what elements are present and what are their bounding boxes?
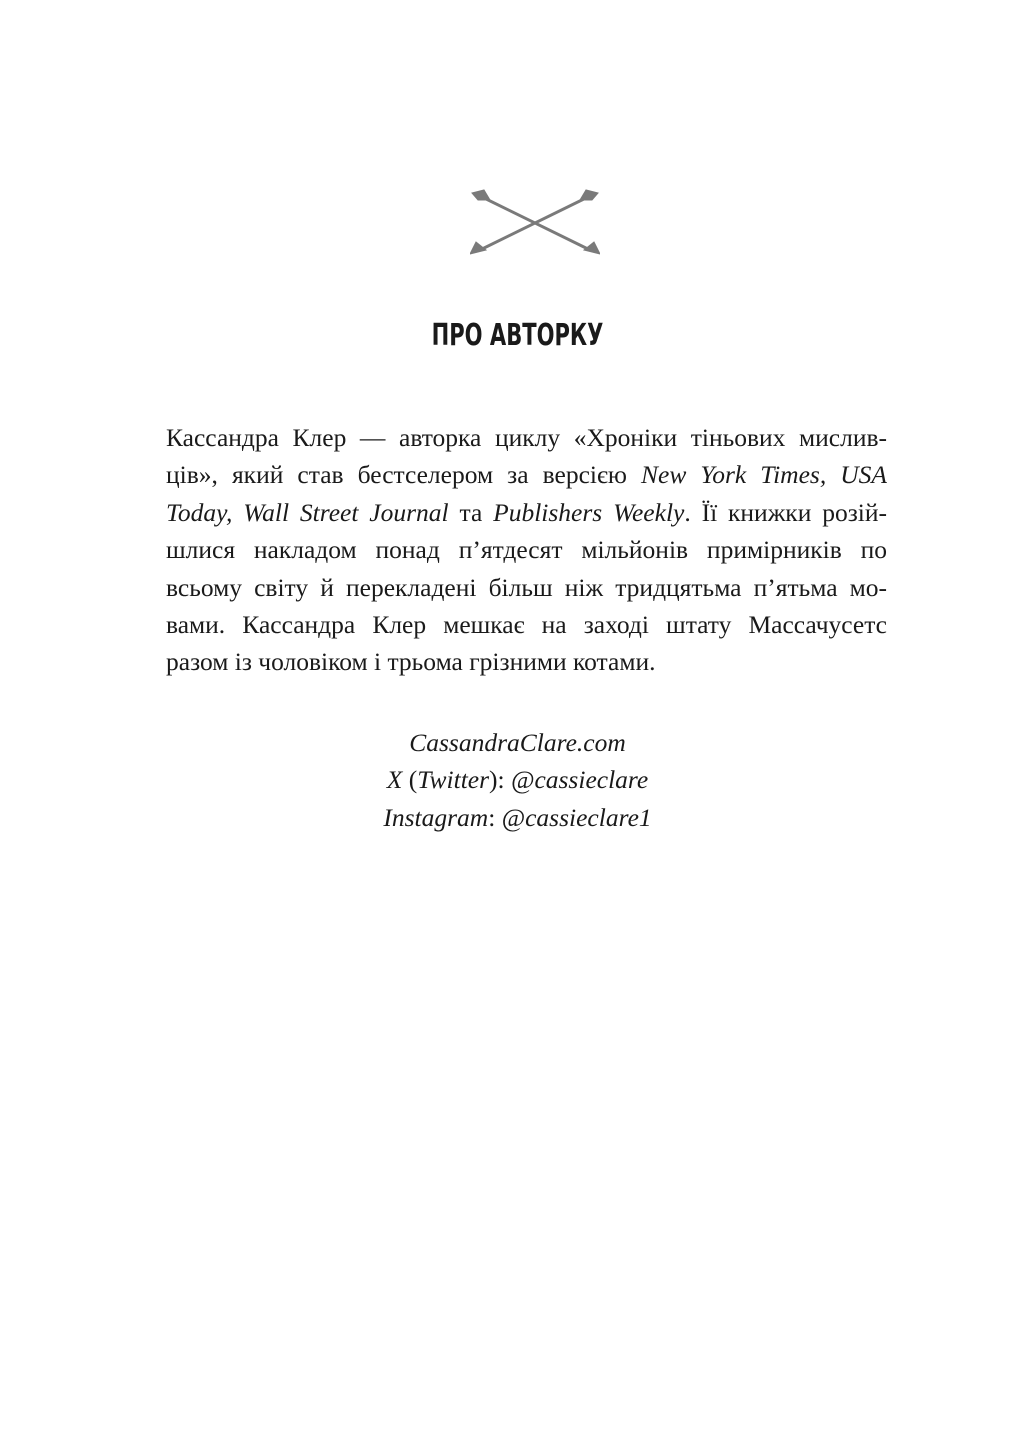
- publication-names: New York Times, USA: [641, 460, 887, 490]
- page-title: ПРО АВТОРКУ: [431, 318, 604, 353]
- bio-text: та: [448, 497, 494, 527]
- crossed-arrows-icon: [470, 188, 600, 256]
- bio-line: вами. Кассандра Клер мешкає на заході штату Массачусетс: [166, 610, 887, 640]
- twitter-handle: @cassieclare: [510, 765, 649, 795]
- twitter-link[interactable]: [0, 761, 1035, 798]
- instagram-label: Instagram: [383, 802, 489, 832]
- instagram-link[interactable]: [0, 799, 1035, 836]
- author-bio: [166, 419, 887, 681]
- bio-line: [166, 494, 887, 531]
- author-links: [0, 724, 1035, 836]
- bio-text: . Її книжки розій-: [684, 497, 887, 527]
- bio-text: ців», який став бестселером за версією: [166, 460, 642, 490]
- bio-line: Кассандра Клер — авторка циклу «Хроніки тіньових мислив-: [166, 423, 887, 452]
- bio-line: разом із чоловіком і трьома грізними котами.: [166, 647, 656, 677]
- bio-line: всьому світу й перекладені більш ніж тридцятьма п’ятьма мо-: [166, 572, 887, 602]
- website-link[interactable]: [0, 724, 1035, 761]
- publication-names: Publishers Weekly: [493, 497, 685, 527]
- punct: :: [488, 802, 502, 832]
- punct: (: [402, 765, 418, 795]
- bio-line: шлися накладом понад п’ятдесят мільйонів примірників по: [166, 535, 887, 565]
- publication-names: Today, Wall Street Journal: [166, 497, 449, 527]
- punct: ):: [489, 765, 511, 795]
- twitter-label: Twitter: [417, 765, 490, 795]
- website-text: CassandraClare.com: [409, 728, 626, 757]
- instagram-handle: @cassieclare1: [501, 802, 652, 832]
- bio-line: [166, 456, 887, 493]
- twitter-label: X: [386, 765, 403, 795]
